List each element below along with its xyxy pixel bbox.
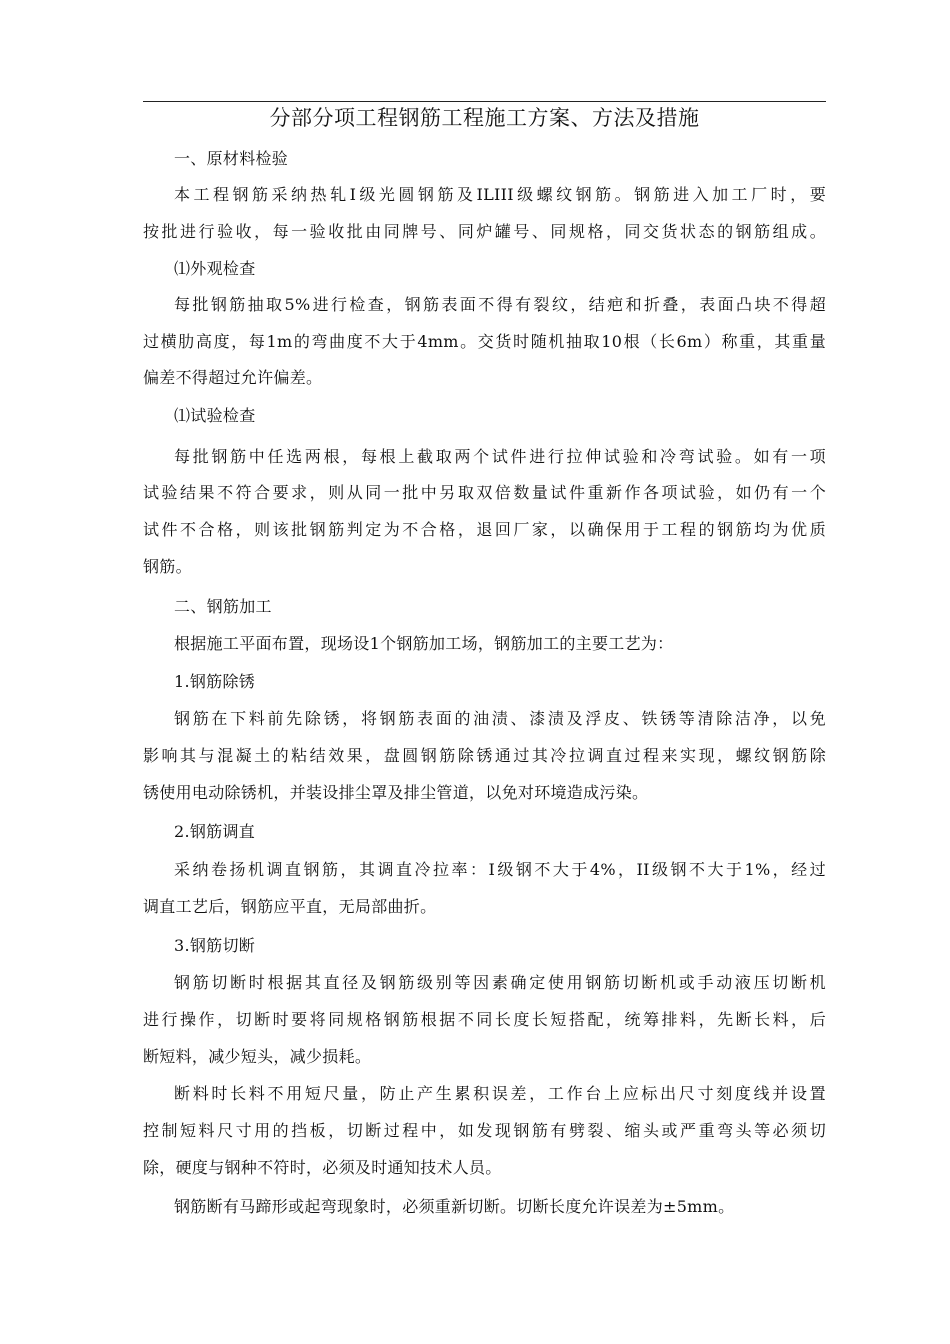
paragraph-line: 进行操作，切断时要将同规格钢筋根据不同长度长短搭配，统筹排料，先断长料，后: [143, 1010, 826, 1029]
paragraph-line: 锈使用电动除锈机，并装设排尘罩及排尘管道，以免对环境造成污染。: [143, 783, 649, 802]
paragraph-line: 过横肋高度，每1m的弯曲度不大于4mm。交货时随机抽取10根（长6m）称重，其重量: [143, 332, 826, 351]
document-title: 分部分项工程钢筋工程施工方案、方法及措施: [269, 106, 700, 130]
paragraph-line: 根据施工平面布置，现场设1个钢筋加工场，钢筋加工的主要工艺为：: [174, 634, 674, 653]
subsection-heading: 3.钢筋切断: [174, 936, 256, 955]
paragraph-line: 断料时长料不用短尺量，防止产生累积误差，工作台上应标出尺寸刻度线并设置: [174, 1084, 826, 1103]
header-rule: [143, 101, 826, 102]
subsection-heading: ⑴试验检查: [174, 406, 256, 425]
subsection-heading: 1.钢筋除锈: [174, 672, 256, 691]
paragraph-line: 钢筋在下料前先除锈，将钢筋表面的油渍、漆渍及浮皮、铁锈等清除洁净，以免: [174, 709, 826, 728]
paragraph-line: 钢筋断有马蹄形或起弯现象时，必须重新切断。切断长度允许误差为±5mm。: [174, 1197, 735, 1216]
subsection-heading: 2.钢筋调直: [174, 822, 256, 841]
section-heading: 二、钢筋加工: [174, 597, 272, 616]
paragraph-line: 每批钢筋抽取5%进行检查，钢筋表面不得有裂纹，结疤和折叠，表面凸块不得超: [174, 295, 826, 314]
paragraph-line: 控制短料尺寸用的挡板，切断过程中，如发现钢筋有劈裂、缩头或严重弯头等必须切: [143, 1121, 826, 1140]
paragraph-line: 偏差不得超过允许偏差。: [143, 368, 323, 387]
paragraph-line: 除，硬度与钢种不符时，必须及时通知技术人员。: [143, 1158, 502, 1177]
paragraph-line: 采纳卷扬机调直钢筋，其调直冷拉率：Ⅰ级钢不大于4%，II级钢不大于1%，经过: [174, 860, 826, 879]
paragraph-line: 钢筋切断时根据其直径及钢筋级别等因素确定使用钢筋切断机或手动液压切断机: [174, 973, 826, 992]
section-heading: 一、原材料检验: [174, 149, 289, 168]
paragraph-line: 试验结果不符合要求，则从同一批中另取双倍数量试件重新作各项试验，如仍有一个: [143, 483, 826, 502]
paragraph-line: 钢筋。: [143, 557, 192, 576]
paragraph-line: 影响其与混凝土的粘结效果，盘圆钢筋除锈通过其冷拉调直过程来实现，螺纹钢筋除: [143, 746, 826, 765]
subsection-heading: ⑴外观检查: [174, 259, 256, 278]
paragraph-line: 按批进行验收，每一验收批由同牌号、同炉罐号、同规格，同交货状态的钢筋组成。: [143, 222, 826, 241]
paragraph-line: 本工程钢筋采纳热轧Ⅰ级光圆钢筋及ILIII级螺纹钢筋。钢筋进入加工厂时，要: [174, 185, 826, 204]
paragraph-line: 断短料，减少短头，减少损耗。: [143, 1047, 372, 1066]
paragraph-line: 调直工艺后，钢筋应平直，无局部曲折。: [143, 897, 437, 916]
paragraph-line: 试件不合格，则该批钢筋判定为不合格，退回厂家，以确保用于工程的钢筋均为优质: [143, 520, 826, 539]
paragraph-line: 每批钢筋中任选两根，每根上截取两个试件进行拉伸试验和冷弯试验。如有一项: [174, 447, 826, 466]
